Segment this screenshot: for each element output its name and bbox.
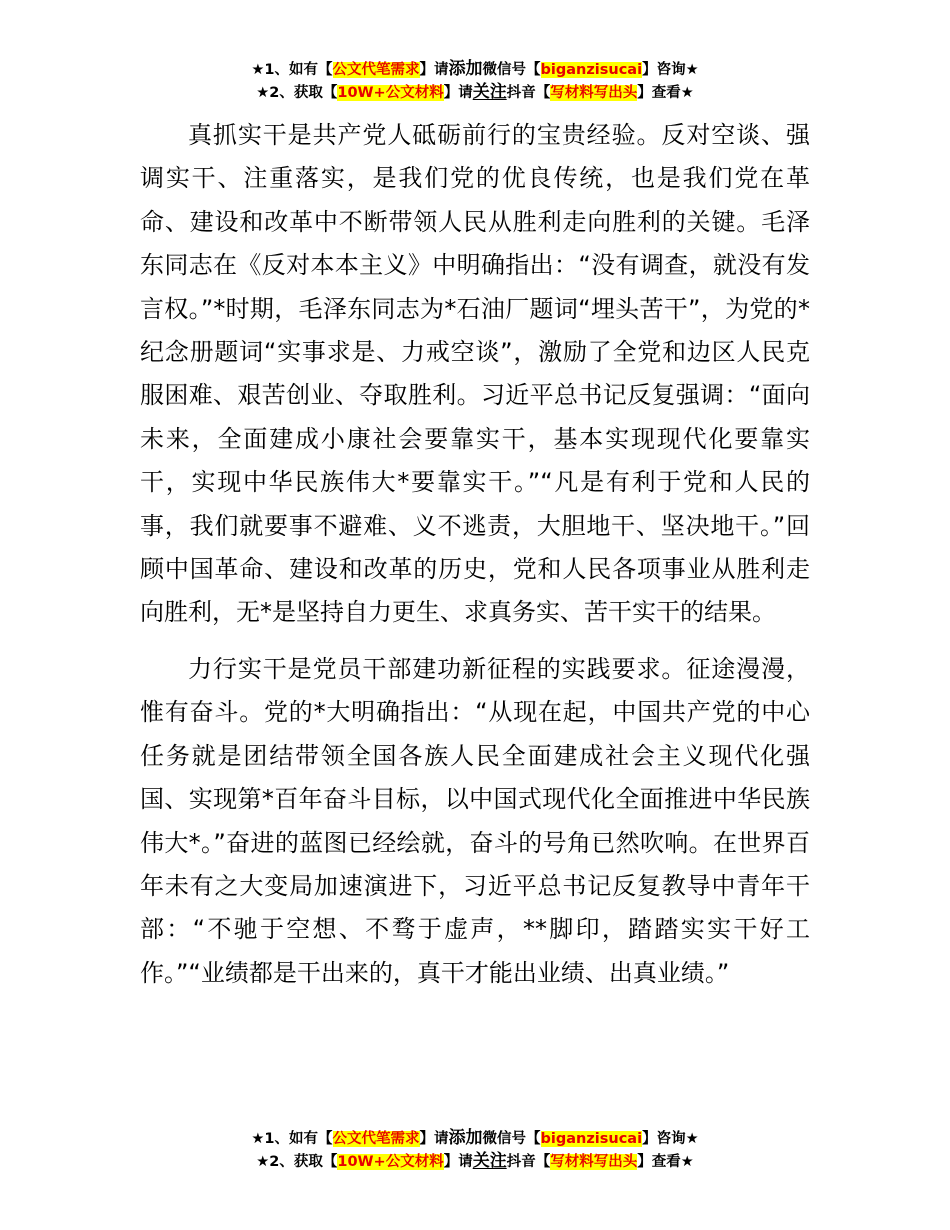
add-emphasis: 添加 bbox=[448, 59, 483, 79]
banner-line-2 bbox=[0, 1150, 950, 1173]
banner-text: 】请 bbox=[443, 1154, 473, 1170]
banner-text: 】请 bbox=[419, 1131, 449, 1147]
body-paragraph-2: 力行实干是党员干部建功新征程的实践要求。征途漫漫，惟有奋斗。党的*大明确指出：“从现在起，中国共产党的中心任务就是团结带领全国各族人民全面建成社会主义现代化强国、实现第*百年奋斗目标，以中国式现代化全面推进中华民族伟大*。”奋进的蓝图已经绘就，奋斗的号角已然吹响。在世界百年未有之大变局加速演进下，习近平总书记反复教导中青年干部：“不驰于空想、不骛于虚声，**脚印，踏踏实实干好工作。”“业绩都是干出来的，真干才能出业绩、出真业绩。” bbox=[140, 654, 810, 987]
banner-text: 抖音【 bbox=[506, 85, 551, 101]
banner-text: 】请 bbox=[443, 85, 473, 101]
banner-text: 抖音【 bbox=[506, 1154, 551, 1170]
resource-highlight: 10W+公文材料 bbox=[337, 85, 444, 101]
follow-emphasis: 关注 bbox=[472, 1151, 507, 1171]
banner-text: ★2、获取【 bbox=[256, 85, 338, 101]
wechat-id-highlight: biganzisucai bbox=[540, 1131, 643, 1147]
douyin-id-highlight: 写材料写出头 bbox=[550, 1154, 638, 1170]
body-paragraph-1: 真抓实干是共产党人砥砺前行的宝贵经验。反对空谈、强调实干、注重落实，是我们党的优良传统，也是我们党在革命、建设和改革中不断带领人民从胜利走向胜利的关键。毛泽东同志在《反对本本主义》中明确指出：“没有调查，就没有发言权。”*时期，毛泽东同志为*石油厂题词“埋头苦干”，为党的*纪念册题词“实事求是、力戒空谈”，激励了全党和边区人民克服困难、艰苦创业、夺取胜利。习近平总书记反复强调：“面向未来，全面建成小康社会要靠实干，基本实现现代化要靠实干，实现中华民族伟大*要靠实干。”“凡是有利于党和人民的事，我们就要事不避难、义不逃责，大胆地干、坚决地干。”回顾中国革命、建设和改革的历史，党和人民各项事业从胜利走向胜利，无*是坚持自力更生、求真务实、苦干实干的结果。 bbox=[140, 121, 810, 627]
banner-text: 】咨询★ bbox=[642, 62, 699, 78]
banner-text: 】咨询★ bbox=[642, 1131, 699, 1147]
footer-banner bbox=[0, 1127, 950, 1173]
banner-text: ★1、如有【 bbox=[251, 62, 333, 78]
douyin-id-highlight: 写材料写出头 bbox=[550, 85, 638, 101]
banner-text: 微信号【 bbox=[482, 1131, 541, 1147]
add-emphasis: 添加 bbox=[448, 1128, 483, 1148]
banner-text: 】查看★ bbox=[637, 1154, 694, 1170]
banner-line-1 bbox=[0, 58, 950, 81]
service-highlight: 公文代笔需求 bbox=[332, 1131, 420, 1147]
banner-line-2 bbox=[0, 81, 950, 104]
document-body bbox=[140, 114, 810, 1008]
resource-highlight: 10W+公文材料 bbox=[337, 1154, 444, 1170]
banner-line-1 bbox=[0, 1127, 950, 1150]
header-banner bbox=[0, 58, 950, 104]
banner-text: ★1、如有【 bbox=[251, 1131, 333, 1147]
follow-emphasis: 关注 bbox=[472, 82, 507, 102]
wechat-id-highlight: biganzisucai bbox=[540, 62, 643, 78]
banner-text: 】查看★ bbox=[637, 85, 694, 101]
banner-text: 】请 bbox=[419, 62, 449, 78]
banner-text: 微信号【 bbox=[482, 62, 541, 78]
banner-text: ★2、获取【 bbox=[256, 1154, 338, 1170]
service-highlight: 公文代笔需求 bbox=[332, 62, 420, 78]
